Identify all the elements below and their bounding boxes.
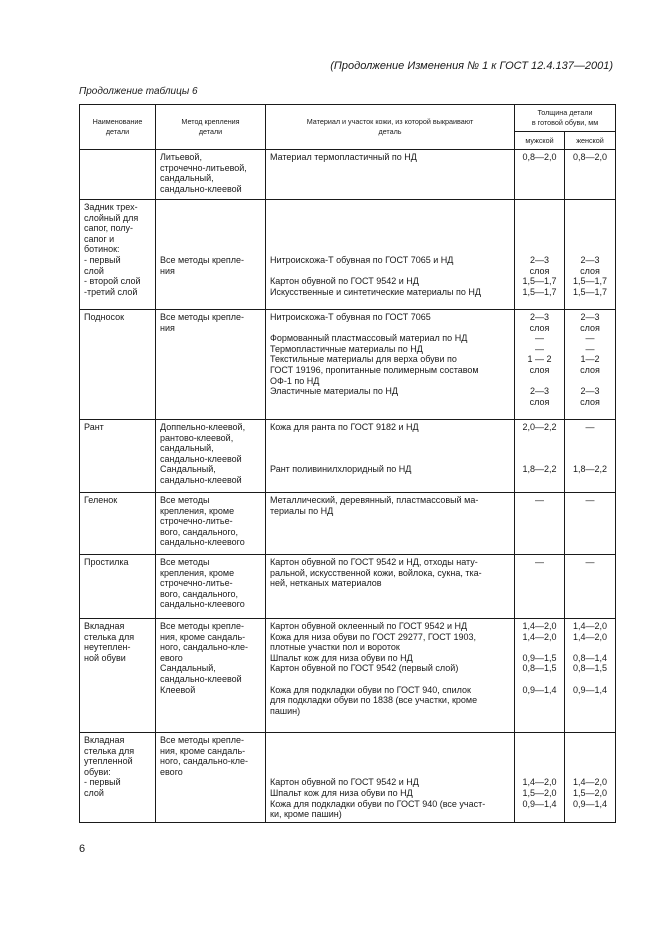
part-cell [80, 733, 156, 823]
cell-line: неутеплен- [84, 642, 131, 653]
cell-line: слоя [580, 322, 600, 333]
female-thickness-cell [565, 200, 616, 310]
cell-line: 2—3 [580, 254, 600, 265]
cell-line: Картон обувной по ГОСТ 9542 (первый слой) [270, 663, 459, 674]
cell-line: 1,5—1,7 [522, 286, 557, 297]
cell-line: плотные участки пол и вороток [270, 642, 400, 653]
cell-line: - первый [84, 777, 121, 788]
cell-line [567, 767, 613, 778]
cell-line: сандальный, [160, 173, 214, 184]
cell-line [517, 234, 562, 245]
table-row [80, 555, 616, 619]
cell-line [517, 443, 562, 454]
cell-line: Простилка [84, 557, 129, 567]
table-row [80, 420, 616, 493]
cell-line: 1,5—1,7 [572, 276, 608, 287]
method-cell [156, 420, 266, 493]
cell-line [517, 642, 562, 653]
male-thickness-cell [515, 619, 565, 733]
cell-line: слоя [580, 265, 600, 276]
method-cell [156, 619, 266, 733]
cell-line: Все методы крепле- [160, 254, 245, 265]
cell-line: ботинок: [84, 244, 120, 255]
cell-line: Литьевой, [160, 152, 202, 162]
cell-line: для подкладки обуви по 1838 (все участки, кроме [270, 695, 478, 706]
cell-line: Шпальт кож для низа обуви по НД [270, 652, 413, 663]
cell-line: Все методы крепле- [160, 312, 245, 322]
cell-line [270, 443, 510, 454]
female-thickness-cell [565, 150, 616, 200]
header-thickness: Толщина детали в готовой обуви, мм [515, 105, 616, 132]
cell-line: Клеевой [160, 684, 196, 695]
female-thickness-cell [565, 555, 616, 619]
cell-line: Картон обувной по ГОСТ 9542 и НД [270, 777, 419, 788]
cell-line [567, 234, 613, 245]
table-row [80, 493, 616, 555]
cell-line: крепления, кроме [160, 567, 235, 578]
cell-line: Кожа для ранта по ГОСТ 9182 и НД [270, 422, 419, 432]
cell-line: 2,0—2,2 [522, 422, 557, 432]
cell-line: 1 — 2 [527, 354, 552, 365]
cell-line [567, 223, 613, 234]
table-row [80, 200, 616, 310]
male-thickness-cell [515, 200, 565, 310]
cell-line: сапог и [84, 233, 115, 244]
cell-line: слой [84, 787, 104, 798]
cell-line: крепления, кроме [160, 505, 235, 516]
cell-line [567, 454, 613, 465]
material-cell [266, 200, 515, 310]
cell-line: 1,5—1,7 [572, 286, 608, 297]
table-row [80, 150, 616, 200]
cell-line: 1,4—2,0 [522, 777, 557, 788]
cell-line: Металлический, деревянный, пластмассовый ма- [270, 495, 479, 505]
material-cell [266, 420, 515, 493]
cell-line: Картон обувной по ГОСТ 9542 и НД, отходы нату- [270, 557, 478, 567]
header-material: Материал и участок кожи, из которой выкраивают деталь [266, 105, 515, 150]
female-thickness-cell [565, 310, 616, 420]
cell-line: - второй слой [84, 276, 141, 287]
cell-line: Нитроискожа-Т обувная по ГОСТ 7065 и НД [270, 254, 454, 265]
cell-line [567, 376, 613, 387]
cell-line: 0,8—1,5 [522, 663, 557, 674]
cell-line: слоя [529, 322, 550, 333]
method-cell [156, 150, 266, 200]
cell-line [160, 213, 261, 224]
cell-line: сандальный, [160, 443, 214, 454]
cell-line [270, 433, 510, 444]
cell-line: 2—3 [580, 386, 600, 397]
cell-line: Кожа для подкладки обуви по ГОСТ 940, спилок [270, 684, 471, 695]
cell-line [567, 756, 613, 767]
cell-line: Картон обувной оклеенный по ГОСТ 9542 и НД [270, 621, 468, 631]
cell-line [567, 433, 613, 444]
cell-line: сандально-клеевого [160, 599, 245, 610]
cell-line [270, 735, 510, 746]
part-cell [80, 150, 156, 200]
female-thickness-cell [565, 733, 616, 823]
cell-line [517, 767, 562, 778]
cell-line: евого [160, 652, 183, 663]
cell-line: Шпальт кож для низа обуви по НД [270, 787, 413, 798]
cell-line [567, 244, 613, 255]
cell-line: ния, кроме сандаль- [160, 631, 246, 642]
cell-line [270, 454, 510, 465]
header-male: мужской [515, 132, 565, 150]
cell-line: Рант поливинилхлоридный по НД [270, 464, 412, 475]
cell-line [517, 756, 562, 767]
cell-line [567, 642, 613, 653]
cell-line: ГОСТ 19196, пропитанные полимерным составом [270, 364, 479, 375]
cell-line: сандально-клеевой [160, 673, 242, 684]
cell-line [160, 202, 261, 213]
male-thickness-cell [515, 420, 565, 493]
cell-line: евого [160, 766, 183, 777]
method-cell [156, 200, 266, 310]
cell-line: ней, нетканых материалов [270, 578, 382, 589]
cell-line [270, 202, 510, 213]
material-cell [266, 555, 515, 619]
cell-line [160, 223, 261, 234]
cell-line: 1,4—2,0 [572, 777, 608, 788]
cell-line: ной обуви [84, 652, 126, 663]
cell-line: ния [160, 265, 175, 276]
cell-line: строчечно-литье- [160, 516, 233, 527]
cell-line: — [585, 343, 595, 354]
cell-line: - первый [84, 254, 121, 265]
material-cell [266, 310, 515, 420]
cell-line: Подносок [84, 312, 125, 322]
cell-line: ки, кроме пашин) [270, 809, 342, 820]
female-thickness-cell [565, 493, 616, 555]
cell-line: 2—3 [529, 254, 549, 265]
method-cell [156, 310, 266, 420]
cell-line: рантово-клеевой, [160, 432, 234, 443]
cell-line [160, 234, 261, 245]
cell-line: 0,8—1,4 [572, 652, 608, 663]
cell-line: пашин) [270, 705, 301, 716]
cell-line [517, 674, 562, 685]
cell-line: Задник трех- [84, 202, 138, 212]
cell-line: Искусственные и синтетические материалы по НД [270, 286, 481, 297]
cell-line: Все методы [160, 557, 210, 567]
cell-line: 1,8—2,2 [522, 464, 557, 475]
cell-line: 0,8—2,0 [522, 152, 557, 162]
cell-line: Вкладная [84, 735, 125, 745]
cell-line: 0,9—1,5 [522, 652, 557, 663]
cell-line: ральной, искусственной кожи, войлока, сукна, тка- [270, 567, 482, 578]
table-row [80, 733, 616, 823]
cell-line: териалы по НД [270, 505, 334, 516]
cell-line: слоя [529, 364, 550, 375]
cell-line: стелька для [84, 745, 135, 756]
cell-line: 1,4—2,0 [522, 631, 557, 642]
cell-line [517, 244, 562, 255]
cell-line: 0,9—1,4 [572, 798, 608, 809]
cell-line: — [535, 343, 544, 354]
cell-line: слой [84, 265, 104, 276]
cell-line: Все методы крепле- [160, 735, 245, 745]
material-cell [266, 733, 515, 823]
cell-line [517, 433, 562, 444]
cell-line: ного, сандально-кле- [160, 756, 249, 767]
cell-line [517, 213, 562, 224]
table-row [80, 310, 616, 420]
cell-line: 0,9—1,4 [522, 684, 557, 695]
male-thickness-cell [515, 150, 565, 200]
cell-line [270, 213, 510, 224]
material-cell [266, 150, 515, 200]
cell-line: обуви: [84, 766, 111, 777]
cell-line: — [585, 422, 595, 432]
cell-line: Текстильные материалы для верха обуви по [270, 354, 457, 365]
cell-line: Картон обувной по ГОСТ 9542 и НД [270, 276, 419, 287]
cell-line [517, 746, 562, 757]
cell-line: 2—3 [529, 312, 549, 322]
cell-line: Нитроискожа-Т обувная по ГОСТ 7065 [270, 312, 431, 322]
male-thickness-cell [515, 493, 565, 555]
header-method: Метод крепления детали [156, 105, 266, 150]
cell-line: Сандальный, [160, 663, 216, 674]
female-thickness-cell [565, 619, 616, 733]
cell-line: 1,8—2,2 [572, 464, 608, 475]
cell-line [567, 213, 613, 224]
cell-line [270, 674, 510, 685]
cell-line: вого, сандального, [160, 526, 239, 537]
method-cell [156, 555, 266, 619]
cell-line: 1,5—1,7 [522, 276, 557, 287]
cell-line: Рант [84, 422, 104, 432]
cell-line: сандально-клеевой [160, 453, 242, 464]
cell-line: — [535, 557, 544, 567]
cell-line: — [585, 495, 595, 505]
cell-line: Все методы [160, 495, 210, 505]
cell-line [567, 674, 613, 685]
part-cell [80, 200, 156, 310]
cell-line [270, 244, 510, 255]
cell-line [567, 735, 613, 746]
cell-line: Кожа для низа обуви по ГОСТ 29277, ГОСТ 1903, [270, 631, 477, 642]
cell-line: Кожа для подкладки обуви по ГОСТ 940 (все участ- [270, 798, 486, 809]
cell-line: 2—3 [580, 312, 600, 322]
part-cell [80, 555, 156, 619]
cell-line [270, 767, 510, 778]
cell-line: 0,8—2,0 [572, 152, 608, 162]
male-thickness-cell [515, 733, 565, 823]
part-cell [80, 420, 156, 493]
cell-line: Геленок [84, 495, 118, 505]
cell-line [270, 323, 510, 334]
cell-line [517, 454, 562, 465]
cell-line: сапог, полу- [84, 223, 133, 234]
part-cell [80, 310, 156, 420]
cell-line: — [535, 333, 544, 344]
cell-line: сандально-клеевой [160, 183, 242, 194]
cell-line: сандально-клеевого [160, 537, 245, 548]
female-thickness-cell [565, 420, 616, 493]
material-cell [266, 619, 515, 733]
cell-line [517, 223, 562, 234]
cell-line: Материал термопластичный по НД [270, 152, 417, 162]
cell-line [517, 202, 562, 213]
cell-line: слойный для [84, 212, 139, 223]
cell-line: стелька для [84, 631, 135, 642]
cell-line: 1—2 [580, 354, 600, 365]
cell-line: слоя [580, 364, 600, 375]
cell-line [567, 202, 613, 213]
parts-table [79, 104, 616, 823]
cell-line: 2—3 [529, 386, 549, 397]
cell-line: 1,4—2,0 [572, 621, 608, 631]
method-cell [156, 493, 266, 555]
cell-line: -третий слой [84, 286, 138, 297]
cell-line: ния [160, 322, 175, 333]
header-female: женской [565, 132, 616, 150]
cell-line: строчечно-литьевой, [160, 162, 247, 173]
cell-line: ного, сандально-кле- [160, 642, 249, 653]
cell-line: — [585, 557, 595, 567]
cell-line: Доппельно-клеевой, [160, 422, 246, 432]
cell-line: Все методы крепле- [160, 621, 245, 631]
cell-line [270, 756, 510, 767]
cell-line: слоя [580, 396, 600, 407]
part-cell [80, 493, 156, 555]
part-cell [80, 619, 156, 733]
cell-line: — [535, 495, 544, 505]
cell-line: 0,8—1,5 [572, 663, 608, 674]
cell-line [517, 376, 562, 387]
male-thickness-cell [515, 555, 565, 619]
cell-line: слоя [529, 396, 550, 407]
page-number: 6 [79, 843, 86, 855]
cell-line: Сандальный, [160, 464, 216, 475]
cell-line [160, 244, 261, 255]
cell-line: 1,5—2,0 [572, 787, 608, 798]
cell-line: Эластичные материалы по НД [270, 386, 398, 397]
cell-line [517, 735, 562, 746]
cell-line: 0,9—1,4 [522, 798, 557, 809]
cell-line: Термопластичные материалы по НД [270, 343, 423, 354]
cell-line: Вкладная [84, 621, 125, 631]
cell-line: строчечно-литье- [160, 578, 233, 589]
cell-line [270, 234, 510, 245]
cell-line: 1,4—2,0 [522, 621, 557, 631]
cell-line [567, 746, 613, 757]
cell-line: 1,5—2,0 [522, 787, 557, 798]
cell-line: 1,4—2,0 [572, 631, 608, 642]
header-part: Наименование детали [80, 105, 156, 150]
cell-line: ОФ-1 по НД [270, 375, 320, 386]
cell-line: ния, кроме сандаль- [160, 745, 246, 756]
cell-line: Формованный пластмассовый материал по НД [270, 333, 468, 344]
cell-line: вого, сандального, [160, 588, 239, 599]
cell-line [270, 266, 510, 277]
cell-line [270, 223, 510, 234]
document-header: (Продолжение Изменения № 1 к ГОСТ 12.4.137—2001) [330, 60, 613, 72]
cell-line: 0,9—1,4 [572, 684, 608, 695]
material-cell [266, 493, 515, 555]
male-thickness-cell [515, 310, 565, 420]
method-cell [156, 733, 266, 823]
cell-line: слоя [529, 265, 550, 276]
cell-line [270, 746, 510, 757]
cell-line: — [585, 333, 595, 344]
cell-line: утепленной [84, 756, 133, 767]
cell-line [567, 443, 613, 454]
cell-line: сандально-клеевой [160, 474, 242, 485]
table-row [80, 619, 616, 733]
table-caption: Продолжение таблицы 6 [79, 86, 198, 97]
